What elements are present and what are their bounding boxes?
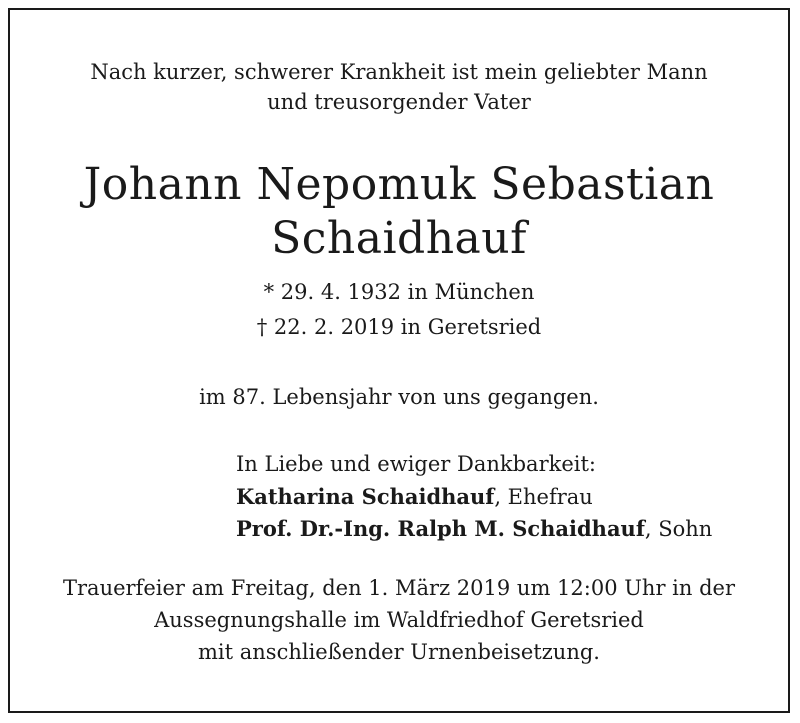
- mourner-relation: , Sohn: [644, 517, 713, 541]
- mourner-name: Katharina Schaidhauf: [236, 484, 495, 509]
- intro-line-1: Nach kurzer, schwerer Krankheit ist mein geliebter Mann: [90, 60, 708, 84]
- mourner-son: [236, 516, 712, 541]
- mourners-heading: In Liebe und ewiger Dankbarkeit:: [236, 452, 596, 476]
- intro-line-2: und treusorgender Vater: [267, 90, 531, 114]
- ceremony-line-2: Aussegnungshalle im Waldfriedhof Geretsried: [154, 608, 644, 632]
- age-statement: im 87. Lebensjahr von uns gegangen.: [199, 385, 599, 409]
- birth-date: * 29. 4. 1932 in München: [263, 280, 535, 304]
- deceased-name-line-2: Schaidhauf: [271, 213, 527, 264]
- ceremony-line-3: mit anschließender Urnenbeisetzung.: [198, 640, 600, 664]
- ceremony-line-1: Trauerfeier am Freitag, den 1. März 2019 um 12:00 Uhr in der: [63, 576, 735, 600]
- death-date: † 22. 2. 2019 in Geretsried: [256, 315, 542, 339]
- mourner-relation: , Ehefrau: [494, 485, 593, 509]
- obituary-notice: [8, 8, 790, 713]
- deceased-name-line-1: Johann Nepomuk Sebastian: [83, 159, 715, 210]
- mourner-wife: [236, 484, 593, 509]
- mourner-name: Prof. Dr.-Ing. Ralph M. Schaidhauf: [236, 516, 645, 541]
